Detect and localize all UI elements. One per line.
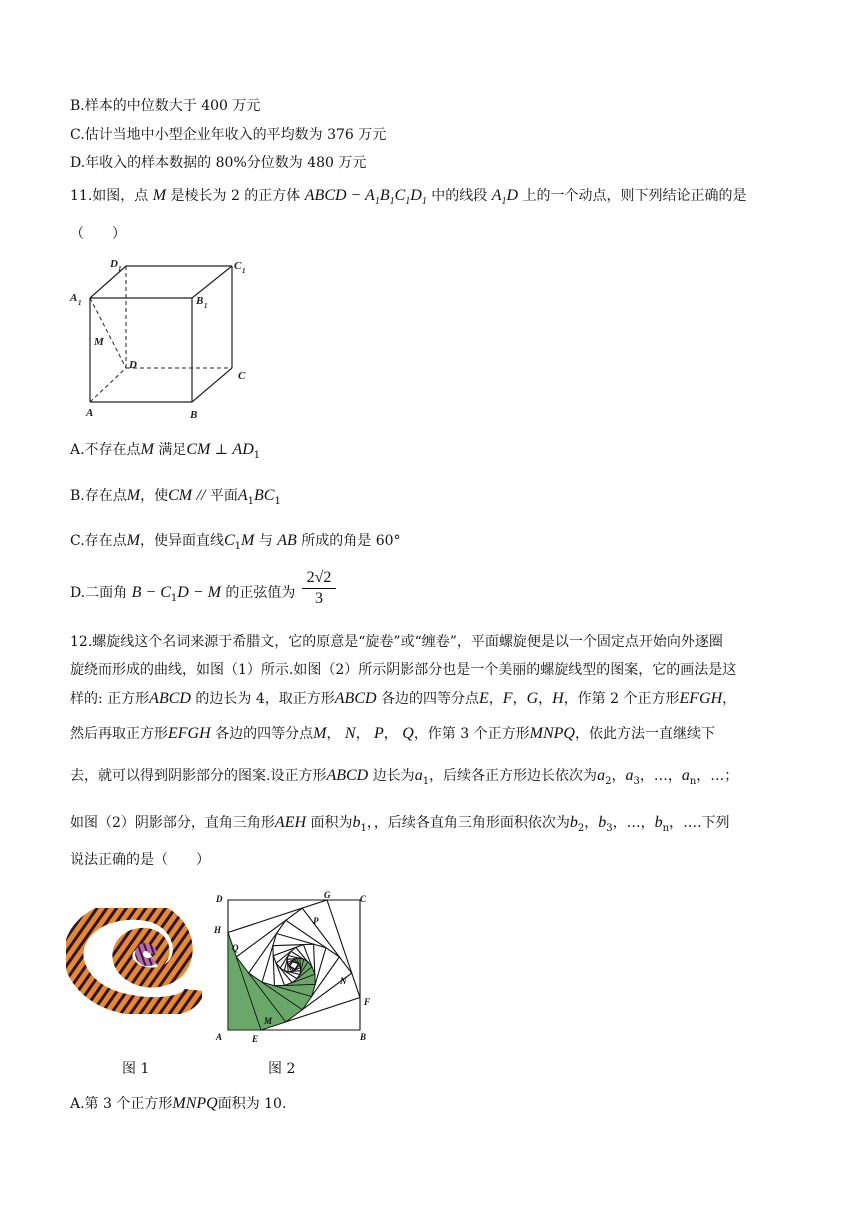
label-C: C [238,370,246,382]
label-B1: B [196,295,204,307]
fraction-numerator: 2√2 [302,568,336,589]
fig2-label-D: D [216,894,223,904]
fig2-label-Q: Q [232,943,239,953]
square-spiral-figure [210,890,376,1050]
q12-line-6: 如图（2）阴影部分，直角三角形AEH 面积为$b_1$，，后续各直角三角形面积依次为$b_2$，$b_3$，…，$b_n$，….下列 [70,814,730,834]
svg-text:1: 1 [242,267,246,275]
label-D1: D [110,258,118,270]
option-c-q10: C.估计当地中小型企业年收入的平均数为 376 万元 [70,127,387,143]
label-A: A [86,407,94,419]
label-M: M [94,336,104,348]
label-C1: C [234,260,242,272]
cube-figure [64,252,264,424]
fig2-label-N: N [340,976,347,986]
q11-stem: 11.如图，点 M 是棱长为 2 的正方体 ABCD − $A_1B_1C_1D_1$ 中的线段 $A_1D$ 上的一个动点，则下列结论正确的是 [70,187,747,208]
svg-text:1: 1 [118,265,122,273]
fig2-label-P: P [313,916,319,926]
option-d-q10: D.年收入的样本数据的 80%分位数为 480 万元 [70,155,367,171]
q12-line-5: 去，就可以得到阴影部分的图案.设正方形ABCD 边长为$a_1$，后续各正方形边长依次为$a_2$，$a_3$，…，$a_n$，…； [70,767,739,787]
option-b-q10: B.样本的中位数大于 400 万元 [70,98,261,114]
label-B: B [190,409,198,421]
caption-figure-1: 图 1 [122,1061,150,1077]
svg-text:1: 1 [204,302,208,310]
svg-text:1: 1 [78,299,82,307]
fig2-label-F: F [364,997,371,1007]
q12-line-1: 12.螺旋线这个名词来源于希腊文，它的原意是“旋卷”或“缠卷”，平面螺旋便是以一个固定点开始向外逐圈 [70,634,723,650]
q12-line-2: 旋绕而形成的曲线，如图（1）所示.如图（2）所示阴影部分也是一个美丽的螺旋线型的图案，它的画法是这 [70,662,737,678]
fraction-denominator: 3 [315,590,323,607]
fig2-label-A: A [216,1032,223,1042]
spiral-figure [66,908,202,1014]
fig2-label-B: B [360,1032,367,1042]
fig2-label-E: E [252,1034,259,1044]
fig2-label-G: G [324,890,331,900]
fig2-label-M: M [264,1016,273,1026]
fraction [302,568,336,609]
q11-paren: （ ） [70,226,126,242]
fig2-label-H: H [214,925,222,935]
q11-option-a: A.不存在点M 满足CM ⊥ $AD_1$ [70,441,261,461]
q11-option-d: D.二面角 $B - C_1D - M$ 的正弦值为 [70,584,296,604]
q12-option-a: A.第 3 个正方形MNPQ面积为 10. [70,1095,287,1112]
q12-line-3: 样的: 正方形ABCD 的边长为 4，取正方形ABCD 各边的四等分点E，F，G，H，作第 2 个正方形EFGH， [70,690,737,707]
q12-line-7: 说法正确的是（ ） [70,852,210,868]
q11-option-c: C.存在点M，使异面直线$C_1M$ 与 AB 所成的角是 60° [70,532,401,552]
q11-option-b: B.存在点M，使CM // 平面$A_1BC_1$ [70,487,281,507]
label-D: D [129,359,137,371]
label-A1: A [70,292,78,304]
caption-figure-2: 图 2 [268,1061,296,1077]
q12-line-4: 然后再取正方形EFGH 各边的四等分点M， N， P， Q，作第 3 个正方形MNPQ，依此方法一直继续下 [70,725,715,742]
fig2-label-C: C [360,894,367,904]
